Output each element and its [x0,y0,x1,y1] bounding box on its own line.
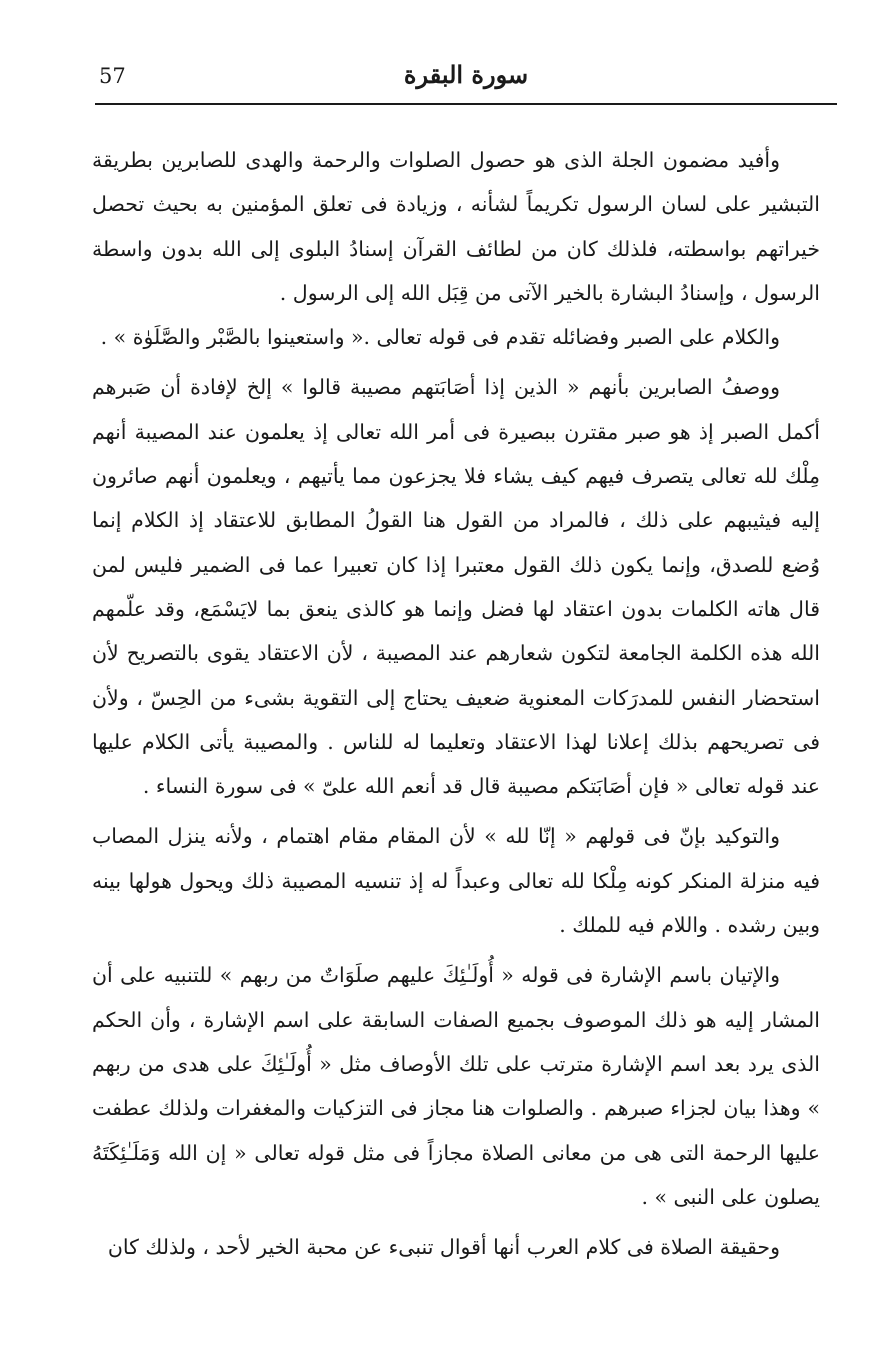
paragraph: والكلام على الصبر وفضائله تقدم فى قوله تعالى .« واستعينوا بالصَّبْر والصَّلَوٰة » . [100,325,780,350]
paragraph: وأفيد مضمون الجلة الذى هو حصول الصلوات والرحمة والهدى للصابرين بطريقة التبشير على لسان الرسول تكريماً لشأنه ، وزيادة فى تعلق المؤمنين به بحيث تحصل خيراتهم بواسطته، فلذلك كان من لطائف القرآن إسنادُ البلوى إلى الله بدون واسطة الرسول ، وإسنادُ البشارة بالخير الآتى من قِبَل الله إلى الرسول . [92,148,820,305]
header-divider [95,103,837,105]
body-text [92,138,820,1269]
paragraph: والتوكيد بإنّ فى قولهم « إنّا لله » لأن المقام مقام اهتمام ، ولأنه ينزل المصاب فيه منزلة المنكر كونه مِلْكا لله تعالى وعبداً له إذ تنسيه المصيبة ذلك ويحول هولها بينه وبين رشده . واللام فيه للملك . [92,824,820,938]
page-header [95,58,837,102]
page-number: 57 [99,64,126,88]
paragraph: والإتيان باسم الإشارة فى قوله « أُولَـٰئِكَ عليهم صلَوَاتٌ من ربهم » للتنبيه على أن المشار إليه هو ذلك الموصوف بجميع الصفات السابقة على اسم الإشارة ، وأن الحكم الذى يرد بعد اسم الإشارة مترتب على تلك الأوصاف مثل « أُولَـٰئِكَ على هدى من ربهم » وهذا بيان لجزاء صبرهم . والصلوات هنا مجاز فى التزكيات والمغفرات ولذلك عطفت عليها الرحمة التى هى من معانى الصلاة مجازاً فى مثل قوله تعالى « إن الله وَمَلَـٰئِكَتَهُ يصلون على النبى » . [92,963,820,1209]
paragraph: ووصفُ الصابرين بأنهم « الذين إذا أصَابَتهم مصيبة قالوا » إلخ لإفادة أن صَبرهم أكمل الصبر إذ هو صبر مقترن ببصيرة فى أمر الله تعالى إذ يعلمون عند المصيبة أنهم مِلْك لله تعالى يتصرف فيهم كيف يشاء فلا يجزعون مما يأتيهم ، ويعلمون أنهم صائرون إليه فيثيبهم على ذلك ، فالمراد من القول هنا القولُ المطابق للاعتقاد إذ الكلام إنما وُضع للصدق، وإنما يكون ذلك القول معتبرا إذا كان تعبيرا عما فى الضمير فليس لمن قال هاته الكلمات بدون اعتقاد لها فضل وإنما هو كالذى ينعق بما لايَسْمَع، وقد علّمهم الله هذه الكلمة الجامعة لتكون شعارهم عند المصيبة ، لأن الاعتقاد يقوى بالتصريح لأن استحضار النفس للمدرَكات المعنوية ضعيف يحتاج إلى التقوية بشىء من الحِسّ ، ولأن فى تصريحهم بذلك إعلانا لهذا الاعتقاد وتعليما له للناس . والمصيبة يأتى الكلام عليها عند قوله تعالى « فإن أصَابَتكم مصيبة قال قد أنعم الله علىّ » فى سورة النساء . [92,375,820,799]
paragraph: وحقيقة الصلاة فى كلام العرب أنها أقوال تنبىء عن محبة الخير لأحد ، ولذلك كان [107,1235,780,1260]
running-title: سورة البقرة [403,60,529,89]
